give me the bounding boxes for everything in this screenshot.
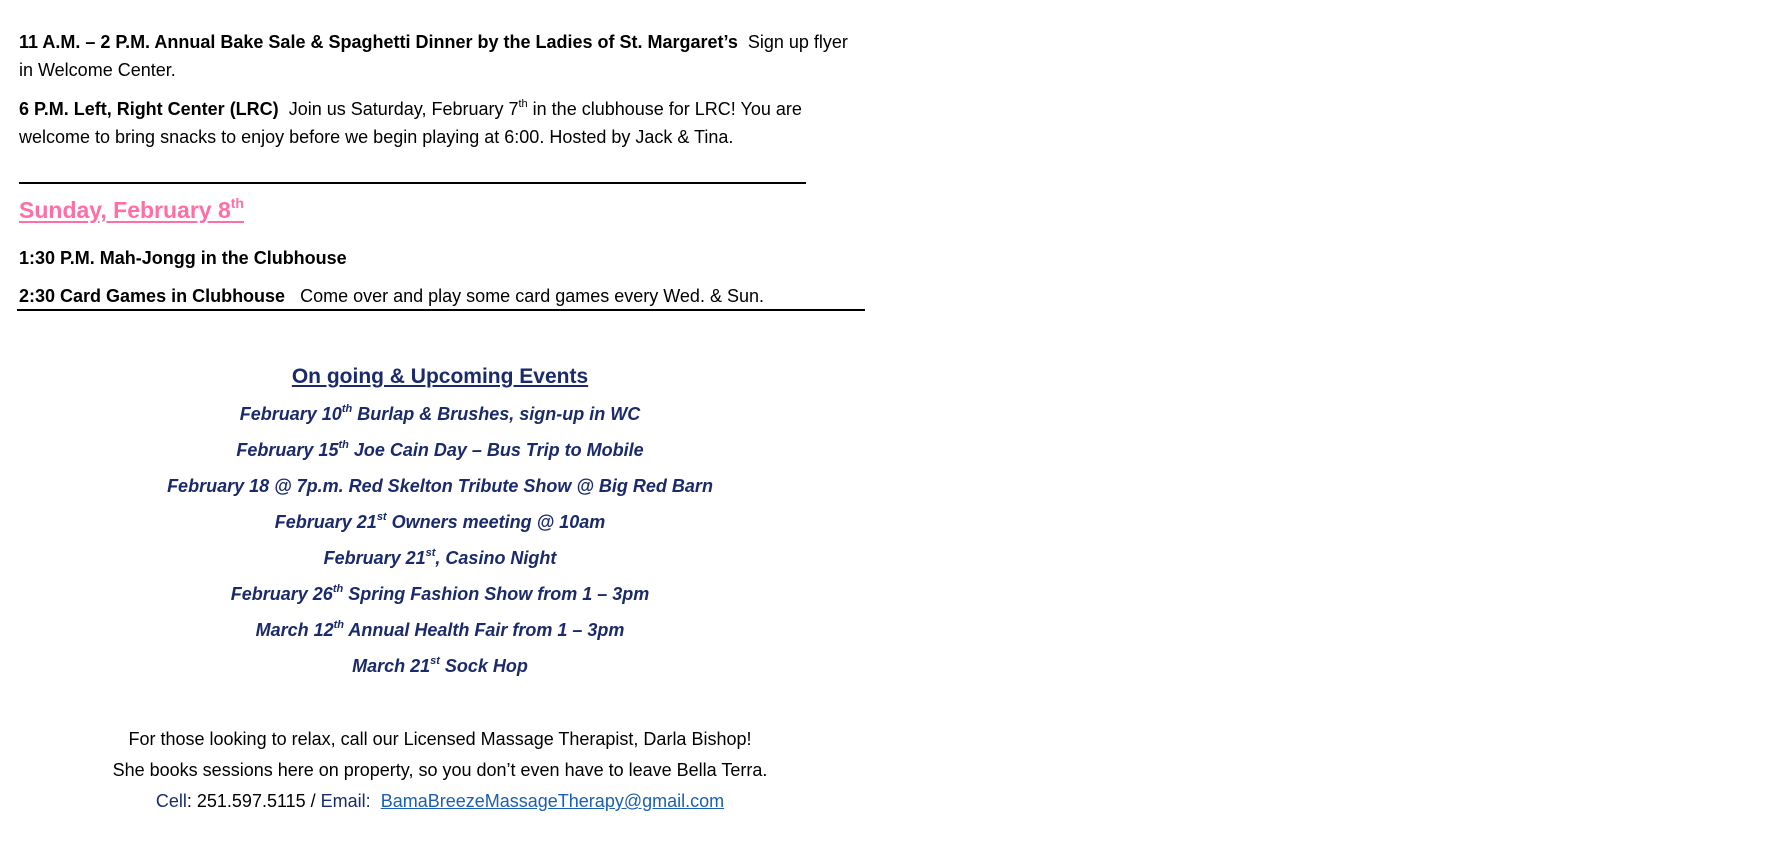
mahjongg-entry [19, 244, 865, 272]
event-date: February 15 [236, 440, 339, 460]
event-description: Annual Health Fair from 1 – 3pm [344, 620, 625, 640]
event-description: Burlap & Brushes, sign-up in WC [352, 404, 641, 424]
card-games-text: Come over and play some card games every Wed. & Sun. [300, 286, 764, 306]
section-divider [19, 182, 806, 184]
cell-number: : 251.597.5115 / [186, 791, 321, 811]
bake-sale-entry [19, 28, 865, 84]
event-date: February 10 [239, 404, 342, 424]
event-date-suffix: th [338, 439, 349, 451]
event-description: Owners meeting @ 10am [386, 512, 606, 532]
event-item [0, 581, 880, 607]
email-label: Email: [320, 791, 371, 811]
sunday-heading [19, 197, 244, 224]
massage-contact-line [0, 787, 880, 815]
event-item [0, 437, 880, 463]
event-date: March 12 [255, 620, 334, 640]
sunday-heading-text: Sunday, February 8 [19, 197, 231, 223]
massage-line-1: For those looking to relax, call our Licensed Massage Therapist, Darla Bishop! [128, 729, 752, 749]
event-date: March 21 [352, 656, 431, 676]
bake-sale-title: 11 A.M. – 2 P.M. Annual Bake Sale & Spaghetti Dinner by the Ladies of St. Margaret’s [19, 32, 738, 52]
event-item [0, 545, 880, 571]
event-date: February 26 [230, 584, 333, 604]
lrc-date-suffix: th [518, 98, 528, 110]
massage-line-2: She books sessions here on property, so you don’t even have to leave Bella Terra. [112, 760, 768, 780]
event-description: Spring Fashion Show from 1 – 3pm [343, 584, 650, 604]
lrc-title: 6 P.M. Left, Right Center (LRC) [19, 99, 279, 119]
cell-label: Cell [155, 791, 187, 811]
event-date: February 21 [274, 512, 377, 532]
event-description: Sock Hop [439, 656, 528, 676]
event-description: , Casino Night [435, 548, 557, 568]
event-date-suffix: st [425, 547, 436, 559]
event-date-suffix: th [333, 619, 345, 631]
event-item [0, 473, 880, 499]
bake-sale-text: Sign up flyer in Welcome Center. [19, 32, 848, 80]
email-link[interactable]: BamaBreezeMassageTherapy@gmail.com [380, 791, 725, 811]
event-date-suffix: st [430, 655, 440, 667]
event-date: February 18 @ 7p.m. Red Skelton Tribute Show @ Big Red Barn [167, 476, 713, 496]
event-date-suffix: th [341, 403, 353, 415]
event-item [0, 653, 880, 679]
event-item [0, 401, 880, 427]
section-divider-bottom [17, 309, 865, 311]
card-games-title: 2:30 Card Games in Clubhouse [19, 286, 286, 306]
sunday-heading-suffix: th [230, 195, 244, 211]
mahjongg-title: 1:30 P.M. Mah-Jongg in the Clubhouse [19, 248, 347, 268]
events-title: On going & Upcoming Events [291, 365, 589, 388]
lrc-text-before: Join us Saturday, February 7 [288, 99, 519, 119]
event-item [0, 617, 880, 643]
event-date: February 21 [323, 548, 426, 568]
event-date-suffix: st [376, 511, 387, 523]
event-item [0, 509, 880, 535]
lrc-entry [19, 95, 865, 151]
event-date-suffix: th [332, 583, 344, 595]
lrc-text-after: in the clubhouse for LRC! You are welcome to bring snacks to enjoy before we begin playing at 6:00. Hosted by Jack & Tina. [19, 99, 802, 147]
card-games-entry [19, 282, 865, 310]
event-description: Joe Cain Day – Bus Trip to Mobile [348, 440, 644, 460]
